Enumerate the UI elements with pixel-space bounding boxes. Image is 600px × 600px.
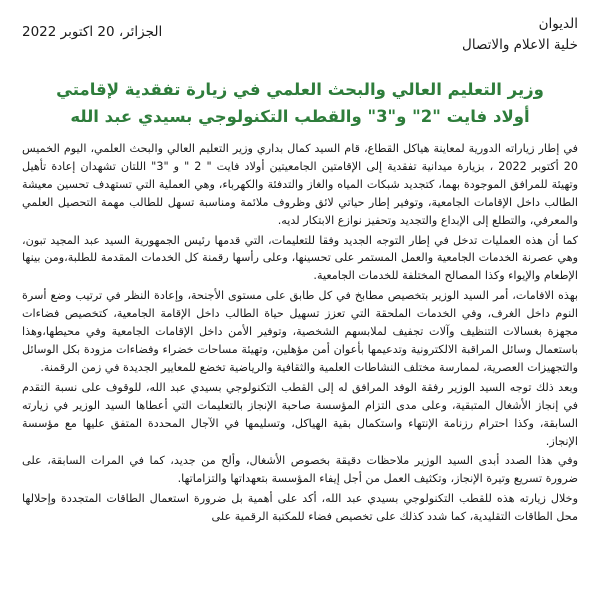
headline-line-2: أولاد فايت "2" و"3" والقطب التكنولوجي بسيدي عبد الله [70, 107, 530, 126]
org-name: الديوان [538, 16, 578, 32]
header [22, 14, 578, 66]
paragraph-4: وبعد ذلك توجه السيد الوزير رفقة الوفد المرافق له إلى القطب التكنولوجي بسيدي عبد الله، للوقوف على نسبة التقدم في إنجاز الأشغال المتبقية، وعلى مدى التزام المؤسسة صاحبة الإنجاز بالتعليمات التي أعطاها السيد الوزير في زيارته السابقة، وكذا احترام رزنامة الإنتهاء واستكمال بقية الهياكل، وتسليمها في الآجال المحددة المتفق عليها مع مؤسسة الإنجاز. [22, 380, 578, 448]
release-date: الجزائر، 20 اكتوبر 2022 [22, 24, 163, 40]
paragraph-3: بهذه الافامات، أمر السيد الوزير بتخصيص مطابخ في كل طابق على مستوى الأجنحة، وإعادة النظر في ترتيب وضع أسرة النوم داخل الغرف، وفي الخدمات الملحقة التي تعزز تسهيل حياة الطالب داخل الإقامة الجامعية، كتخصيص فضاءات مجهزة بغسالات التنظيف وآلات تجفيف لملابسهم الشخصية، وتوفير الأمن داخل الإقامات الجامعية وفي محيطها،وهذا باستعمال وسائل المراقبة الالكترونية وتدعيمها بأعوان أمن مؤهلين، وتهيئة مساحات خضراء وفضاءات مزودة بكل الوسائل والتجهيزات العصرية، لممارسة مختلف النشاطات العلمية والثقافية والرياضية تخضع للمعايير الجديدة في زمن الرقمنة. [22, 289, 578, 374]
organization-block [462, 14, 578, 56]
paragraph-2: كما أن هذه العمليات تدخل في إطار التوجه الجديد وفقا للتعليمات، التي قدمها رئيس الجمهورية السيد عبد المجيد تبون، وهي عصرنة الخدمات الجامعية والعمل المستمر على تحسينها، وعلى رأسها رقمنة كل الخدمات المقدمة للطلبة،ومن بينها الإطعام والإيواء وكذا المصالح المختلفة للخدمات الجامعية. [22, 233, 578, 283]
org-unit: خلية الاعلام والاتصال [462, 37, 578, 53]
paragraph-6: وخلال زيارته هذه للقطب التكنولوجي بسيدي عبد الله، أكد على أهمية بل ضرورة استعمال الطاقات المتجددة وإحلالها محل الطاقات التقليدية، كما شدد كذلك على تخصيص فضاء للمكتبة الرقمية على [22, 492, 578, 524]
headline [22, 76, 578, 130]
headline-line-1: وزير التعليم العالي والبحث العلمي في زيارة تفقدية لإقامتي [56, 80, 544, 99]
article-body [22, 140, 578, 526]
paragraph-5: وفي هذا الصدد أبدى السيد الوزير ملاحظات دقيقة بخصوص الأشغال، وألح من جديد، كما في المرات السابقة، على ضرورة تسريع وتيرة الإنجاز، وتكثيف العمل من أجل إيفاء المؤسسة بتعهداتها والتزاماتها. [22, 454, 578, 486]
paragraph-1: في إطار زياراته الدورية لمعاينة هياكل القطاع، قام السيد كمال بداري وزير التعليم العالي والبحث العلمي، اليوم الخميس 20 أكتوبر 2022 ، بزيارة ميدانية تفقدية إلى الإقامتين الجامعيتين أولاد فايت " 2 " و "3" اللتان تشهدان إعادة تأهيل وتهيئة للمرافق الموجودة بهما، كتجديد شبكات المياه والغاز والتدفئة والكهرباء، وهي العملية التي تستهدف تحسين معيشة الطالب داخل الإقامات الجامعية، وتوفير إطار حياتي لائق وظروف ملائمة ومناسبة تسهل للطالب مهمة التحصيل العلمي والمعرفي، والتطلع إلى الإبداع والتجديد وتحفيز نوازع الابتكار لديه. [22, 142, 578, 227]
